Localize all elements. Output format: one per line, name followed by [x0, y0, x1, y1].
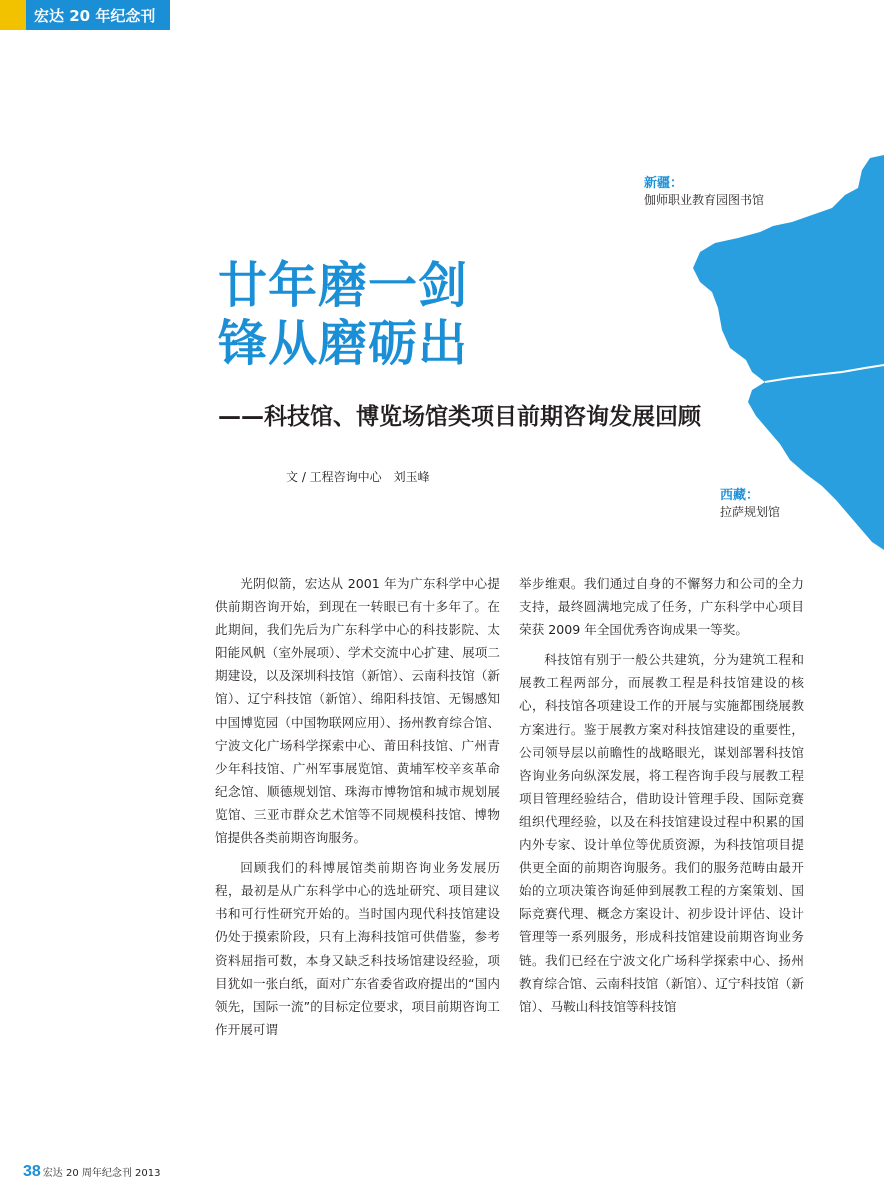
page-number: 38 — [23, 1163, 41, 1180]
article-title-line-2: 锋从磨砺出 — [218, 314, 469, 372]
map-label-place: 伽师职业教育园图书馆 — [644, 193, 765, 207]
map-label-tibet — [720, 484, 780, 520]
map-label-place: 拉萨规划馆 — [720, 505, 781, 519]
paragraph: 举步维艰。我们通过自身的不懈努力和公司的全力支持，最终圆满地完成了任务，广东科学中心项目荣获 2009 年全国优秀咨询成果一等奖。 — [519, 576, 804, 638]
page-footer — [23, 1163, 161, 1181]
map-label-xinjiang — [644, 172, 764, 208]
article-title-line-1: 廿年磨一剑 — [218, 256, 469, 314]
map-region-tibet — [748, 365, 884, 550]
article-column-right — [519, 572, 804, 1018]
map-label-region: 新疆： — [644, 176, 684, 191]
article-column-left — [215, 572, 500, 1041]
paragraph: 科技馆有别于一般公共建筑，分为建筑工程和展教工程两部分，而展教工程是科技馆建设的核心，科技馆各项建设工作的开展与实施都围绕展教方案进行。鉴于展教方案对科技馆建设的重要性，公司领导层以前瞻性的战略眼光，谋划部署科技馆咨询业务向纵深发展，将工程咨询手段与展教工程项目管理经验结合，借助设计管理手段、国际竞赛组织代理经验，以及在科技馆建设过程中积累的国内外专家、设计单位等优质资源，为科技馆项目提供更全面的前期咨询服务。我们的服务范畴由最开始的立项决策咨询延伸到展教工程的方案策划、国际竞赛代理、概念方案设计、初步设计评估、设计管理等一系列服务，形成科技馆建设前期咨询业务链。我们已经在宁波文化广场科学探索中心、扬州教育综合馆、云南科技馆（新馆）、辽宁科技馆（新馆）、马鞍山科技馆等科技馆 — [519, 652, 804, 1014]
paragraph: 光阴似箭，宏达从 2001 年为广东科学中心提供前期咨询开始，到现在一转眼已有十多年了。在此期间，我们先后为广东科学中心的科技影院、太阳能风帆（室外展项）、学术交流中心扩建、展项二期建设，以及深圳科技馆（新馆）、云南科技馆（新馆）、辽宁科技馆（新馆）、绵阳科技馆、无锡感知中国博览园（中国物联网应用）、扬州教育综合馆、宁波文化广场科学探索中心、莆田科技馆、广州青少年科技馆、广州军事展览馆、黄埔军校辛亥革命纪念馆、顺德规划馆、珠海市博物馆和城市规划展览馆、三亚市群众艺术馆等不同规模科技馆、博物馆提供各类前期咨询服务。 — [215, 576, 500, 846]
article-subtitle: ——科技馆、博览场馆类项目前期咨询发展回顾 — [218, 404, 701, 430]
article-byline: 文 / 工程咨询中心 刘玉峰 — [286, 470, 430, 484]
article-title — [218, 256, 468, 372]
journal-header-label: 宏达 20 年纪念刊 — [34, 6, 156, 25]
paragraph: 回顾我们的科博展馆类前期咨询业务发展历程，最初是从广东科学中心的选址研究、项目建议书和可行性研究开始的。当时国内现代科技馆建设仍处于摸索阶段，只有上海科技馆可供借鉴，参考资料屈指可数，本身又缺乏科技场馆建设经验，项目犹如一张白纸，面对广东省委省政府提出的“国内领先，国际一流”的目标定位要求，项目前期咨询工作开展可谓 — [215, 860, 500, 1037]
map-label-region: 西藏： — [720, 488, 760, 503]
footer-text: 宏达 20 周年纪念刊 2013 — [42, 1168, 161, 1179]
